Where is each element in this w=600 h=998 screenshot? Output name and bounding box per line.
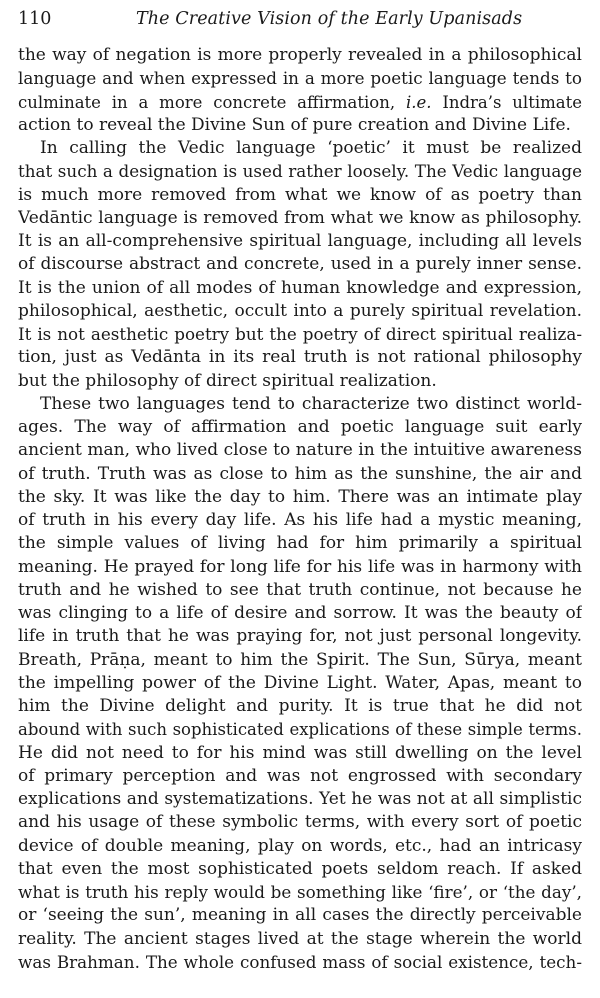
text-line: is much more removed from what we know of as poetry than <box>18 184 582 205</box>
text-line: that such a designation is used rather loosely. The Vedic language <box>18 161 582 182</box>
text-line: of truth in his every day life. As his life had a mystic meaning, <box>18 510 582 530</box>
text-line: It is not aesthetic poetry but the poetry of direct spiritual realiza- <box>18 324 582 344</box>
text-line: Vedāntic language is removed from what we know as philosophy. <box>18 207 582 228</box>
running-title: The Creative Vision of the Early Upanisads <box>136 9 523 29</box>
text-line: ancient man, who lived close to nature in the intuitive awareness <box>18 440 582 461</box>
text-line: reality. The ancient stages lived at the stage wherein the world <box>18 928 582 949</box>
text-line: the impelling power of the Divine Light. Water, Apas, meant to <box>18 672 582 693</box>
text-line: explications and systematizations. Yet he was not at all simplistic <box>18 789 582 809</box>
text-line: It is the union of all modes of human knowledge and expression, <box>18 277 582 298</box>
text-line: him the Divine delight and purity. It is true that he did not <box>18 696 582 716</box>
text-line: truth and he wished to see that truth continue, not because he <box>18 579 582 600</box>
text-line: abound with such sophisticated explications of these simple terms. <box>18 720 582 740</box>
text-line: but the philosophy of direct spiritual realization. <box>18 370 437 391</box>
text-line: He did not need to for his mind was still dwelling on the level <box>18 742 582 763</box>
page-header <box>18 4 582 34</box>
text-line: what is truth his reply would be something like ‘fire’, or ‘the day’, <box>18 882 582 902</box>
paragraph-first-line: In calling the Vedic language ‘poetic’ it must be realized <box>40 138 582 158</box>
text-line: of discourse abstract and concrete, used in a purely inner sense. <box>18 254 582 275</box>
text-line: was Brahman. The whole confused mass of social existence, tech- <box>18 951 582 972</box>
text-segment: culminate in a more concrete affirmation, <box>18 92 406 112</box>
text-line: language and when expressed in a more poetic language tends to <box>18 68 582 89</box>
paragraph-first-line: These two languages tend to characterize two distinct world- <box>40 393 582 414</box>
text-line: of primary perception and was not engrossed with secondary <box>18 765 582 786</box>
text-line: meaning. He prayed for long life for his life was in harmony with <box>18 556 582 577</box>
text-line: ages. The way of affirmation and poetic language suit early <box>18 417 582 437</box>
text-line: tion, just as Vedānta in its real truth is not rational philosophy <box>18 347 582 368</box>
text-line: It is an all-comprehensive spiritual language, including all levels <box>18 231 582 251</box>
text-line <box>18 91 582 114</box>
text-segment: Indra’s ultimate <box>431 92 582 112</box>
text-line: philosophical, aesthetic, occult into a purely spiritual revelation. <box>18 300 582 321</box>
text-line: the way of negation is more properly revealed in a philosophical <box>18 45 582 65</box>
text-line: action to reveal the Divine Sun of pure creation and Divine Life. <box>18 114 571 135</box>
text-line: Breath, Prāṇa, meant to him the Spirit. The Sun, Sūrya, meant <box>18 649 582 670</box>
italic-abbreviation: i.e. <box>405 92 432 112</box>
body-text <box>18 44 582 974</box>
text-line: device of double meaning, play on words, etc., had an intricasy <box>18 835 582 856</box>
text-line: life in truth that he was praying for, not just personal longevity. <box>18 626 582 647</box>
text-line: or ‘seeing the sun’, meaning in all cases the directly perceivable <box>18 905 582 926</box>
text-line: of truth. Truth was as close to him as the sunshine, the air and <box>18 463 582 484</box>
text-line: that even the most sophisticated poets seldom reach. If asked <box>18 858 582 879</box>
text-line: the sky. It was like the day to him. There was an intimate play <box>18 486 582 507</box>
text-line: the simple values of living had for him primarily a spiritual <box>18 533 582 554</box>
page-number: 110 <box>18 9 52 29</box>
text-line: was clinging to a life of desire and sorrow. It was the beauty of <box>18 603 582 623</box>
text-line: and his usage of these symbolic terms, with every sort of poetic <box>18 812 582 833</box>
